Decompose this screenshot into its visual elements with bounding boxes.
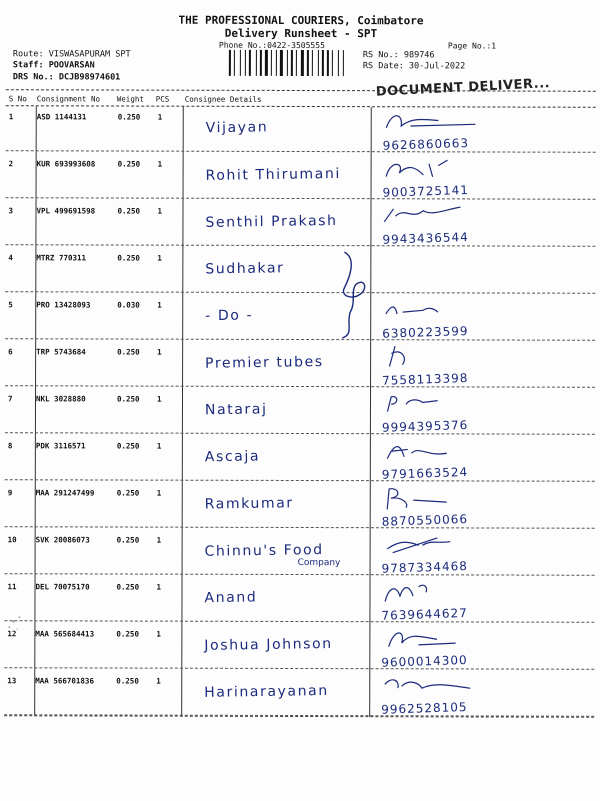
barcode-bar <box>271 50 272 76</box>
row-pcs: 1 <box>156 441 162 451</box>
row-consignment-no: PDK 3116571 <box>35 441 86 451</box>
barcode <box>229 50 357 76</box>
row-phone-number: 9787334468 <box>381 558 469 576</box>
barcode-bar <box>312 50 313 76</box>
table-row <box>0 482 600 531</box>
signature <box>378 438 488 464</box>
barcode-bar <box>269 50 270 76</box>
barcode-bar <box>307 50 309 76</box>
signature <box>377 673 487 699</box>
barcode-bar <box>240 50 241 76</box>
table-row <box>0 388 600 437</box>
row-consignee-name: Ascaja <box>204 448 261 466</box>
row-consignee-name: Nataraj <box>204 401 268 419</box>
row-sno: 10 <box>7 535 17 545</box>
row-pcs: 1 <box>157 347 162 357</box>
row-sno: 9 <box>7 488 13 498</box>
row-consignment-no: PRO 13428093 <box>36 300 91 310</box>
barcode-bar <box>310 50 311 76</box>
row-weight: 0.250 <box>117 112 141 122</box>
row-phone-number: 7558113398 <box>381 370 469 388</box>
col-header-consignment: Consignment No <box>36 94 101 104</box>
barcode-bar <box>229 50 231 76</box>
barcode-bar <box>252 50 255 76</box>
table-row <box>0 200 600 249</box>
row-pcs: 1 <box>157 206 163 216</box>
drs-number: DRS No.: DCJB98974601 <box>12 72 121 83</box>
barcode-bar <box>298 50 300 76</box>
barcode-bar <box>284 50 286 76</box>
row-consignee-name: Premier tubes <box>204 354 324 372</box>
row-pcs: 1 <box>157 112 163 122</box>
page-number: Page No.:1 <box>447 41 497 51</box>
row-consignment-no: ASD 1144131 <box>36 112 87 122</box>
company-title: THE PROFESSIONAL COURIERS, Coimbatore <box>178 13 424 28</box>
barcode-bar <box>296 50 297 76</box>
row-consignment-no: MAA 565684413 <box>35 629 95 639</box>
barcode-bar <box>249 50 251 76</box>
row-weight: 0.250 <box>116 488 140 498</box>
row-consignee-name: Anand <box>204 589 258 607</box>
row-sno: 1 <box>8 112 14 122</box>
barcode-bar <box>278 50 279 76</box>
row-sno: 7 <box>7 394 13 404</box>
table-row <box>0 294 600 343</box>
col-header-weight: Weight <box>116 94 144 104</box>
barcode-bar <box>334 50 337 76</box>
row-sno: 3 <box>8 206 14 216</box>
row-pcs: 1 <box>156 488 162 498</box>
col-header-sno: S No <box>8 94 27 104</box>
row-phone-number: 9791663524 <box>381 464 469 482</box>
row-pcs: 1 <box>156 676 161 686</box>
row-weight: 0.030 <box>117 300 140 310</box>
row-consignee-name: Vijayan <box>205 119 269 137</box>
row-pcs: 1 <box>156 535 162 545</box>
barcode-bar <box>247 50 248 76</box>
signature <box>379 156 489 182</box>
barcode-bar <box>327 50 329 76</box>
row-weight: 0.250 <box>116 535 140 545</box>
barcode-bar <box>325 50 326 76</box>
barcode-bar <box>273 50 275 76</box>
row-sno: 4 <box>8 253 13 263</box>
barcode-bar <box>276 50 277 76</box>
row-pcs: 1 <box>156 629 161 639</box>
table-row <box>0 529 600 578</box>
barcode-bar <box>232 50 233 76</box>
barcode-bar <box>236 50 239 76</box>
row-consignee-name: Harinarayanan <box>204 682 329 701</box>
table-row <box>0 576 600 625</box>
staff-label: Staff: POOVARSAN <box>12 60 95 71</box>
row-sno: 12 <box>7 629 17 639</box>
rs-date: RS Date: 30-Jul-2022 <box>362 61 466 72</box>
row-consignee-name: Joshua Johnson <box>204 635 333 654</box>
col-header-consignee: Consignee Details <box>184 94 262 104</box>
row-pcs: 1 <box>157 159 163 169</box>
row-phone-number: 9626860663 <box>382 135 470 153</box>
row-consignment-no: MAA 566701836 <box>35 676 94 686</box>
barcode-bar <box>263 50 264 76</box>
barcode-bar <box>234 50 235 76</box>
signature <box>378 485 488 511</box>
barcode-bar <box>320 50 321 76</box>
row-phone-number: 9962528105 <box>380 699 468 717</box>
row-phone-number: 9003725141 <box>382 182 470 200</box>
row-phone-number: 9943436544 <box>382 229 469 247</box>
ink-smudge <box>0 599 29 639</box>
barcode-bar <box>301 50 304 76</box>
row-sno: 13 <box>7 676 17 686</box>
row-consignment-no: MAA 291247499 <box>35 488 95 498</box>
barcode-bar <box>338 50 339 76</box>
row-weight: 0.250 <box>116 629 139 639</box>
barcode-bar <box>305 50 306 76</box>
barcode-bar <box>345 50 346 76</box>
table-row <box>1 106 600 155</box>
barcode-bar <box>343 50 344 76</box>
barcode-bar <box>322 50 324 76</box>
row-consignee-name: - Do - <box>205 307 254 325</box>
barcode-bar <box>245 50 246 76</box>
signature <box>378 297 488 323</box>
signature <box>378 344 488 370</box>
row-sno: 8 <box>7 441 13 451</box>
barcode-bar <box>330 50 331 76</box>
signature <box>377 579 487 605</box>
barcode-bar <box>242 50 244 76</box>
row-phone-number: 9600014300 <box>381 652 468 670</box>
row-sno: 6 <box>8 347 13 357</box>
row-consignee-subtext: Company <box>297 557 341 569</box>
row-phone-number: 8870550066 <box>381 511 469 529</box>
row-sno: 2 <box>8 159 14 169</box>
table-row <box>0 341 600 390</box>
row-consignee-name: Ramkumar <box>204 495 294 513</box>
signature <box>378 532 488 558</box>
row-weight: 0.250 <box>117 206 141 216</box>
row-phone-number: 9994395376 <box>381 417 469 435</box>
row-weight: 0.250 <box>117 347 140 357</box>
table-row <box>0 623 599 672</box>
delivered-stamp: DOCUMENT DELIVER... <box>375 76 551 100</box>
col-header-pcs: PCS <box>155 94 170 104</box>
row-pcs: 1 <box>156 582 162 592</box>
row-consignee-name: Rohit Thirumani <box>205 165 341 184</box>
row-consignee-name: Chinnu's Food <box>204 542 324 560</box>
row-sno: 11 <box>7 582 17 592</box>
barcode-bar <box>256 50 257 76</box>
row-weight: 0.250 <box>117 159 141 169</box>
ditto-bracket <box>330 248 380 340</box>
row-pcs: 1 <box>156 394 162 404</box>
signature <box>378 391 488 417</box>
barcode-bar <box>291 50 293 76</box>
table-row <box>0 435 600 484</box>
row-weight: 0.250 <box>116 441 140 451</box>
row-consignment-no: KUR 693993608 <box>36 159 96 169</box>
table-row <box>0 670 599 719</box>
row-consignment-no: TRP 5743684 <box>36 347 86 357</box>
signature <box>379 109 489 135</box>
barcode-bar <box>260 50 262 76</box>
row-weight: 0.250 <box>117 253 140 263</box>
row-consignment-no: NKL 3028880 <box>35 394 86 404</box>
barcode-bar <box>294 50 295 76</box>
row-consignment-no: MTRZ 770311 <box>36 253 87 263</box>
header-divider <box>6 89 596 92</box>
route-label: Route: VISWASAPURAM SPT <box>12 49 131 60</box>
row-consignee-name: Senthil Prakash <box>205 212 338 231</box>
row-phone-number: 6380223599 <box>381 323 469 341</box>
barcode-bar <box>332 50 333 76</box>
signature <box>378 203 488 229</box>
row-consignment-no: DEL 70075170 <box>35 582 90 592</box>
phone-number: Phone No.:0422-3505555 <box>218 40 325 51</box>
row-phone-number: 7639644627 <box>381 605 469 623</box>
rs-number: RS No.: 989746 <box>362 50 435 61</box>
document-title: Delivery Runsheet - SPT <box>224 26 378 41</box>
row-consignment-no: VPL 499691598 <box>36 206 96 216</box>
barcode-bar <box>280 50 283 76</box>
row-sno: 5 <box>8 300 13 310</box>
row-weight: 0.250 <box>116 582 140 592</box>
row-pcs: 1 <box>157 253 162 263</box>
signature <box>377 626 487 652</box>
table-row <box>1 153 600 202</box>
row-weight: 0.250 <box>116 394 140 404</box>
table-row <box>0 247 600 296</box>
barcode-bar <box>340 50 342 76</box>
row-consignee-name: Sudhakar <box>205 260 285 278</box>
barcode-bar <box>289 50 290 76</box>
row-pcs: 1 <box>157 300 162 310</box>
barcode-bar <box>314 50 317 76</box>
barcode-bar <box>287 50 288 76</box>
row-weight: 0.250 <box>116 676 139 686</box>
row-consignment-no: SVK 20086073 <box>35 535 90 545</box>
barcode-bar <box>318 50 319 76</box>
barcode-bar <box>258 50 259 76</box>
barcode-bar <box>265 50 268 76</box>
